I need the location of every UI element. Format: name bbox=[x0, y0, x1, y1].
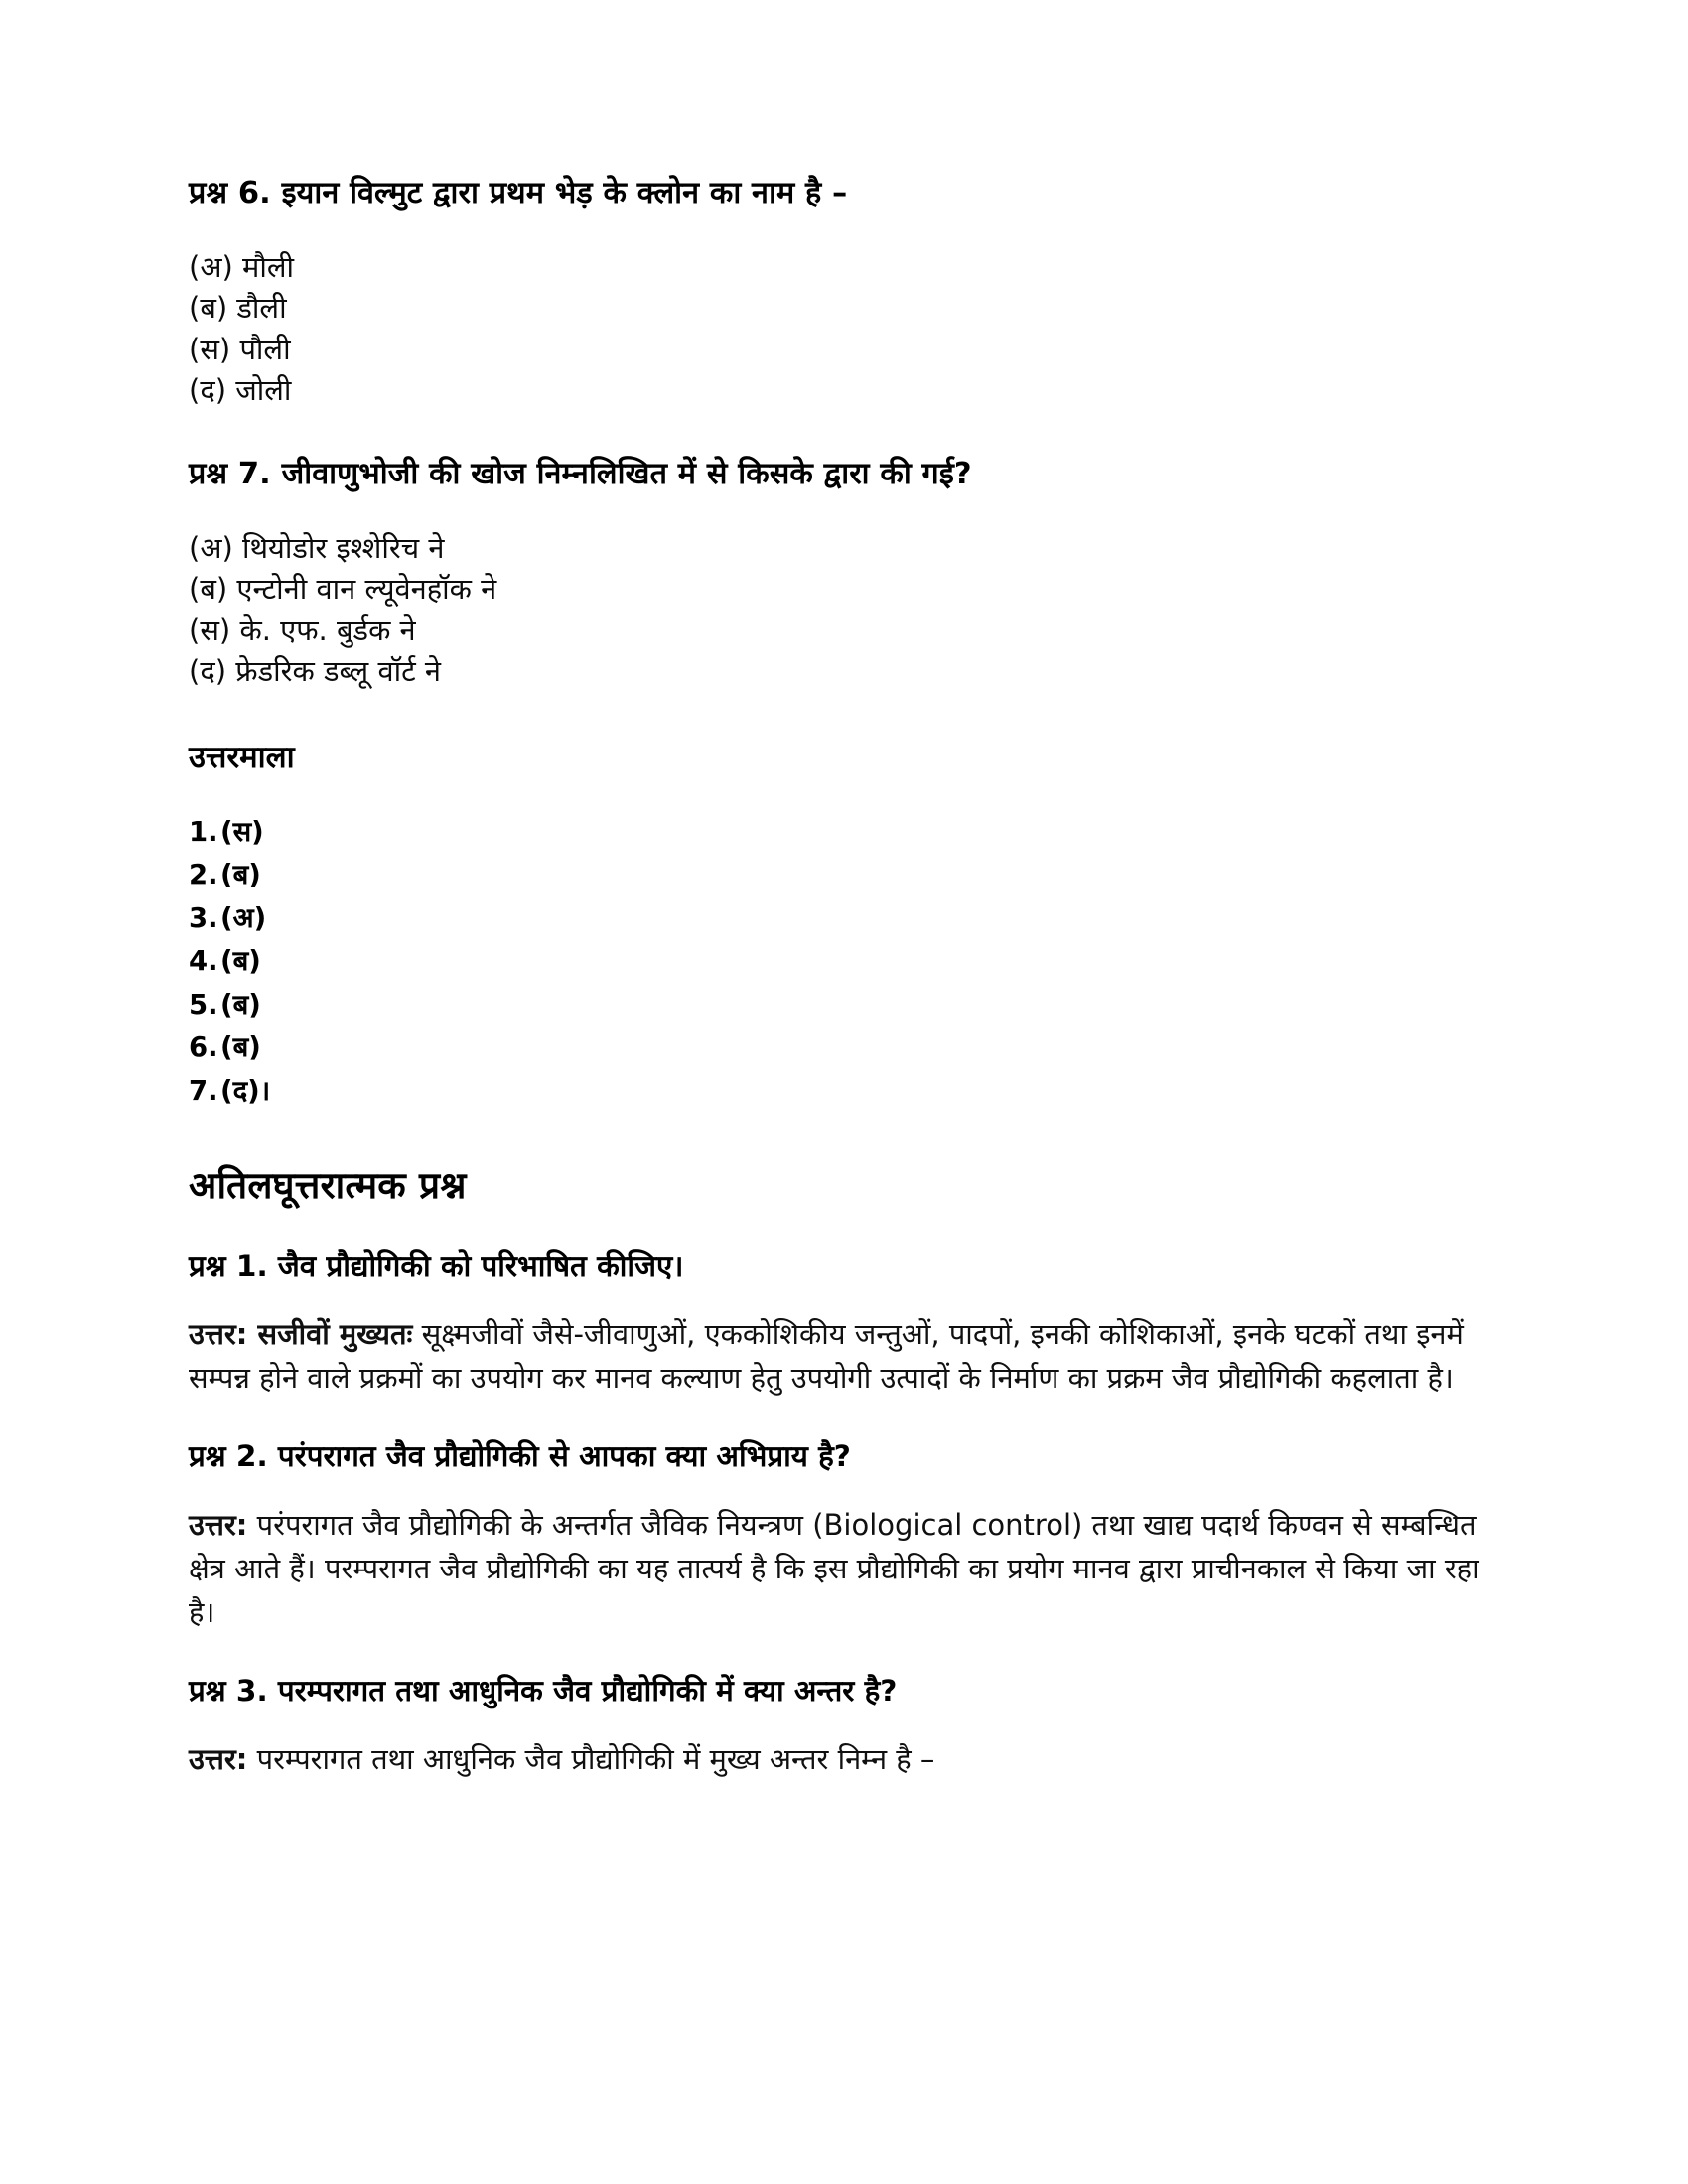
answer-key-block bbox=[189, 736, 1499, 1113]
option-item-q6-a[interactable]: (अ) मौली bbox=[189, 250, 295, 285]
qa-answer-3 bbox=[189, 1737, 1499, 1781]
answer-key-value: (स) bbox=[220, 815, 264, 848]
qa-question-2: प्रश्न 2. परंपरागत जैव प्रौद्योगिकी से आपका क्या अभिप्राय है? bbox=[189, 1438, 851, 1473]
answer-key-value: (ब) bbox=[220, 859, 261, 891]
option-item-q6-b[interactable]: (ब) डौली bbox=[189, 291, 287, 326]
answer-key-item bbox=[189, 940, 1499, 983]
qa-answer-text-2: परंपरागत जैव प्रौद्योगिकी के अन्तर्गत जैविक नियन्त्रण (Biological control) तथा खाद्य पदार्थ किण्वन से सम्बन्धित क्षेत्र आते हैं। परम्परागत जैव प्रौद्योगिकी का यह तात्पर्य है कि इस प्रौद्योगिकी का प्रयोग मानव द्वारा प्राचीनकाल से किया जा रहा है। bbox=[189, 1507, 1479, 1629]
answer-key-item bbox=[189, 811, 1499, 854]
answer-key-number: 5. bbox=[189, 988, 218, 1021]
answer-key-item bbox=[189, 1070, 1499, 1113]
answer-key-item bbox=[189, 984, 1499, 1026]
qa-answer-text-1: सूक्ष्मजीवों जैसे-जीवाणुओं, एककोशिकीय जन्तुओं, पादपों, इनकी कोशिकाओं, इनके घटकों तथा इनमें सम्पन्न होने वाले प्रक्रमों का उपयोग कर मानव कल्याण हेतु उपयोगी उत्पादों के निर्माण का प्रक्रम जैव प्रौद्योगिकी कहलाता है। bbox=[189, 1316, 1464, 1395]
answer-key-item bbox=[189, 897, 1499, 940]
answer-key-number: 4. bbox=[189, 945, 218, 978]
answer-key-list bbox=[189, 811, 1499, 1113]
qa-answer-2 bbox=[189, 1503, 1499, 1634]
question-heading-6: प्रश्न 6. इयान विल्मुट द्वारा प्रथम भेड़ के क्लोन का नाम है – bbox=[189, 176, 848, 210]
option-item-q6-c[interactable]: (स) पौली bbox=[189, 332, 291, 366]
option-item-q6-d[interactable]: (द) जोली bbox=[189, 372, 292, 407]
qa-answer-1 bbox=[189, 1312, 1499, 1400]
answer-key-number: 2. bbox=[189, 859, 218, 891]
answer-key-number: 3. bbox=[189, 901, 218, 934]
qa-answer-label-2: उत्तर: bbox=[189, 1507, 248, 1542]
qa-question-1: प्रश्न 1. जैव प्रौद्योगिकी को परिभाषित कीजिए। bbox=[189, 1248, 684, 1283]
answer-key-number: 7. bbox=[189, 1074, 218, 1107]
answer-key-title: उत्तरमाला bbox=[189, 739, 295, 775]
question-heading-7: प्रश्न 7. जीवाणुभोजी की खोज निम्नलिखित में से किसके द्वारा की गई? bbox=[189, 456, 972, 491]
answer-key-value: (अ) bbox=[220, 901, 267, 934]
options-list-q6 bbox=[189, 247, 1499, 411]
short-answer-section bbox=[189, 1159, 1499, 1781]
answer-key-item bbox=[189, 854, 1499, 896]
option-item-q7-c[interactable]: (स) के. एफ. बुर्डक ने bbox=[189, 613, 416, 647]
answer-key-value: (ब) bbox=[220, 945, 261, 978]
answer-key-value: (ब) bbox=[220, 1031, 261, 1064]
option-item-q7-d[interactable]: (द) फ्रेडरिक डब्लू वॉर्ट ने bbox=[189, 653, 442, 688]
option-item-q7-a[interactable]: (अ) थियोडोर इश्शेरिच ने bbox=[189, 531, 445, 566]
section-title: अतिलघूत्तरात्मक प्रश्न bbox=[189, 1163, 467, 1207]
mcq-block-q7 bbox=[189, 455, 1499, 692]
answer-key-number: 6. bbox=[189, 1031, 218, 1064]
qa-block-3 bbox=[189, 1672, 1499, 1781]
options-list-q7 bbox=[189, 528, 1499, 692]
qa-block-2 bbox=[189, 1437, 1499, 1634]
qa-question-3: प्रश्न 3. परम्परागत तथा आधुनिक जैव प्रौद्योगिकी में क्या अन्तर है? bbox=[189, 1673, 898, 1707]
option-item-q7-b[interactable]: (ब) एन्टोनी वान ल्यूवेनहॉक ने bbox=[189, 572, 497, 607]
qa-answer-label-3: उत्तर: bbox=[189, 1741, 248, 1776]
answer-key-number: 1. bbox=[189, 815, 218, 848]
qa-answer-label-1: उत्तर: सजीवों मुख्यतः bbox=[189, 1316, 413, 1351]
answer-key-value: (ब) bbox=[220, 988, 261, 1021]
answer-key-value: (द)। bbox=[220, 1074, 271, 1107]
qa-block-1 bbox=[189, 1247, 1499, 1400]
mcq-block-q6 bbox=[189, 174, 1499, 411]
qa-answer-text-3: परम्परागत तथा आधुनिक जैव प्रौद्योगिकी में मुख्य अन्तर निम्न है – bbox=[247, 1741, 935, 1776]
answer-key-item bbox=[189, 1026, 1499, 1069]
